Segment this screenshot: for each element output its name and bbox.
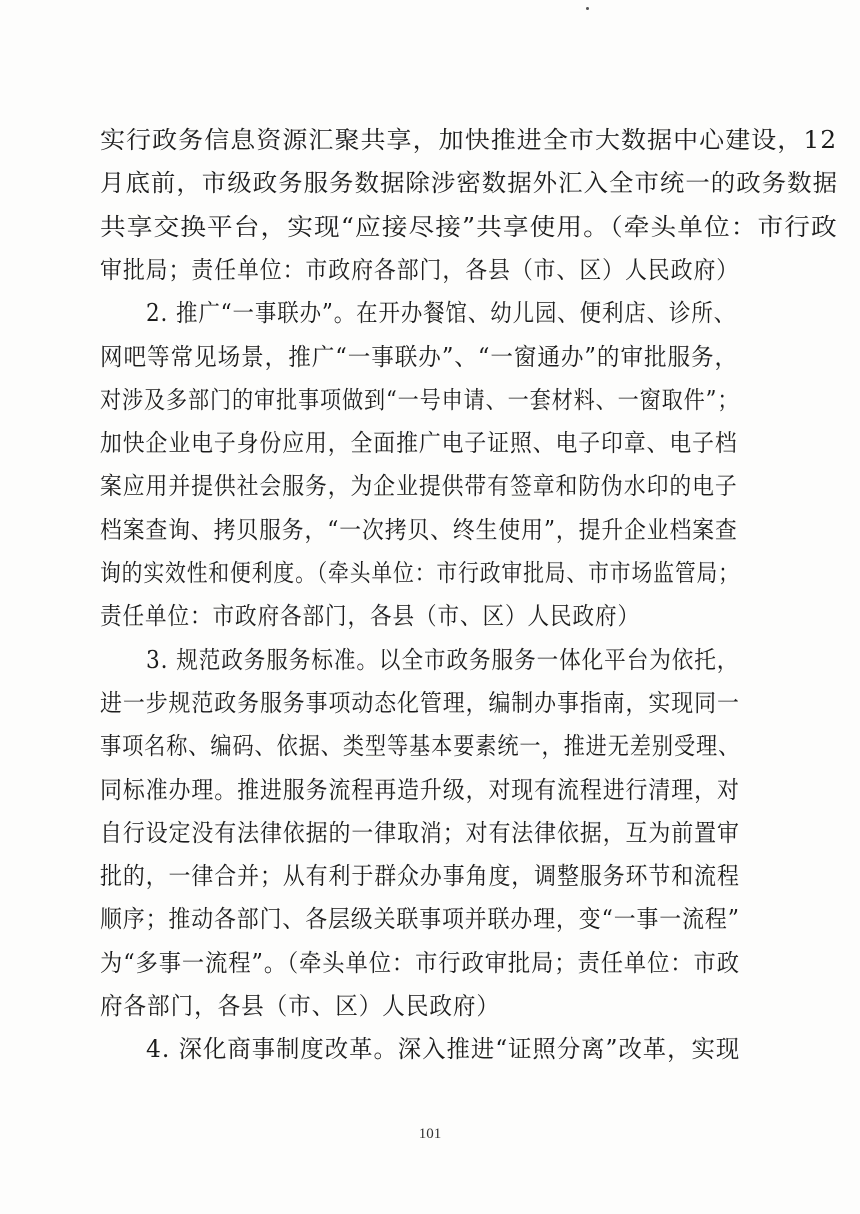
text-line: 审批局；责任单位：市政府各部门，各县（市、区）人民政府） xyxy=(100,255,740,284)
text-line: 2. 推广“一事联办”。在开办餐馆、幼儿园、便利店、诊所、 xyxy=(146,299,737,328)
text-line: 进一步规范政务服务事项动态化管理，编制办事指南，实现同一 xyxy=(100,688,740,717)
text-line: 案应用并提供社会服务，为企业提供带有签章和防伪水印的电子 xyxy=(100,472,738,501)
text-line: 网吧等常见场景，推广“一事联办”、“一窗通办”的审批服务， xyxy=(100,342,739,371)
text-line: 加快企业电子身份应用，全面推广电子证照、电子印章、电子档 xyxy=(100,429,738,458)
text-line: 对涉及多部门的审批事项做到“一号申请、一套材料、一窗取件”； xyxy=(100,385,740,414)
page-number: 101 xyxy=(418,1126,442,1142)
text-line: 府各部门，各县（市、区）人民政府） xyxy=(100,992,500,1020)
text-line: 为“多事一流程”。（牵头单位：市行政审批局；责任单位：市政 xyxy=(100,948,740,977)
text-line: 实行政务信息资源汇聚共享，加快推进全市大数据中心建设，12 xyxy=(100,126,838,154)
text-line: 月底前，市级政务服务数据除涉密数据外汇入全市统一的政务数据 xyxy=(100,169,839,198)
text-line: 顺序；推动各部门、各层级关联事项并联办理，变“一事一流程” xyxy=(100,905,740,934)
text-line: 共享交换平台，实现“应接尽接”共享使用。（牵头单位：市行政 xyxy=(100,212,838,241)
text-line: 事项名称、编码、依据、类型等基本要素统一，推进无差别受理、 xyxy=(100,732,741,761)
text-line: 同标准办理。推进服务流程再造升级，对现有流程进行清理，对 xyxy=(100,775,740,804)
text-line: 4. 深化商事制度改革。深入推进“证照分离”改革，实现 xyxy=(146,1035,741,1064)
text-line: 批的，一律合并；从有利于群众办事角度，调整服务环节和流程 xyxy=(100,862,740,891)
text-line: 责任单位：市政府各部门，各县（市、区）人民政府） xyxy=(100,602,640,631)
text-line: 3. 规范政务服务标准。以全市政务服务一体化平台为依托， xyxy=(146,645,740,674)
text-line: 自行设定没有法律依据的一律取消；对有法律依据，互为前置审 xyxy=(100,818,740,847)
text-line: 档案查询、拷贝服务，“一次拷贝、终生使用”，提升企业档案查 xyxy=(100,515,738,544)
text-line: 询的实效性和便利度。（牵头单位：市行政审批局、市市场监管局； xyxy=(100,559,740,587)
scan-speck xyxy=(586,7,589,10)
